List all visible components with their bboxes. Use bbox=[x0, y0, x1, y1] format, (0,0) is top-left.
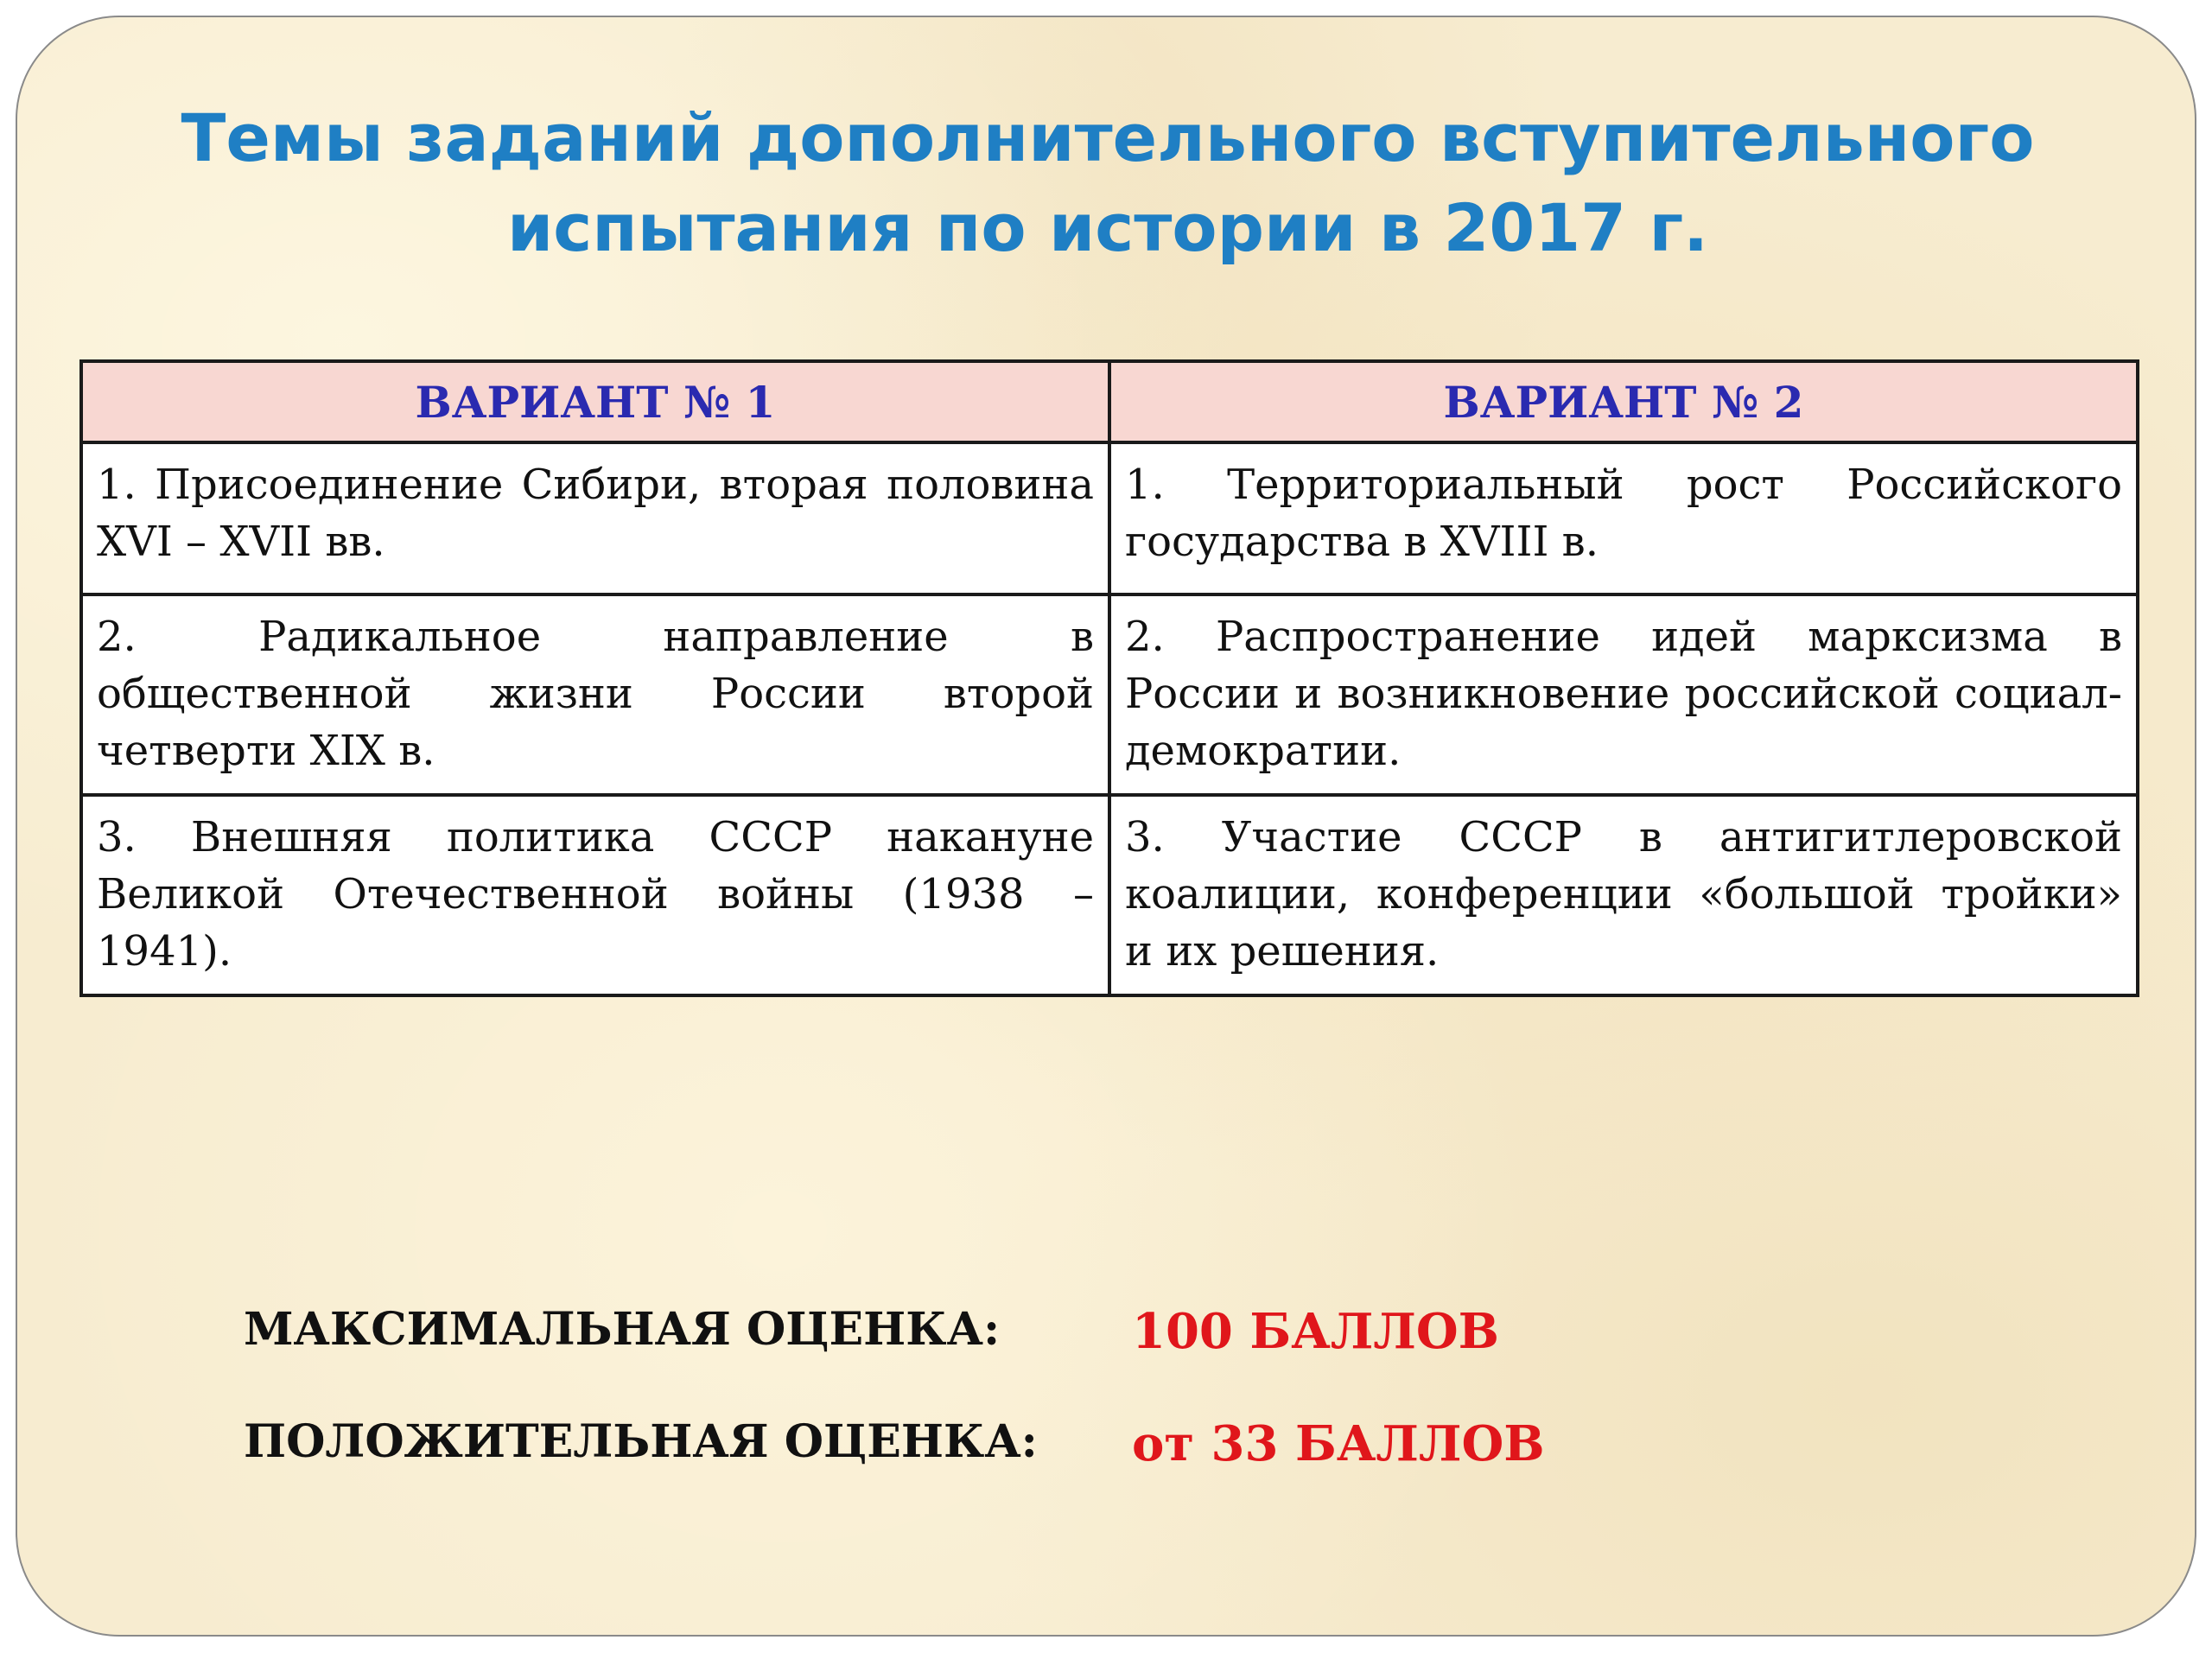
variant-2-topic-1: 1. Территориальный рост Российского государства в XVIII в. bbox=[1109, 442, 2138, 594]
title-line-1: Темы заданий дополнительного вступительного bbox=[181, 99, 2035, 176]
table-header-row bbox=[81, 361, 2138, 442]
topics-table bbox=[79, 359, 2139, 997]
table-row bbox=[81, 442, 2138, 594]
pass-score-value: от 33 БАЛЛОВ bbox=[1132, 1415, 1545, 1472]
variant-2-topic-2: 2. Распространение идей марксизма в России и возникновение российской социал-демократии. bbox=[1109, 594, 2138, 795]
variant-1-topic-1: 1. Присоединение Сибири, вторая половина XVI – XVII вв. bbox=[81, 442, 1109, 594]
table-row bbox=[81, 795, 2138, 995]
max-score-label: МАКСИМАЛЬНАЯ ОЦЕНКА: bbox=[244, 1303, 1001, 1356]
max-score-value: 100 БАЛЛОВ bbox=[1132, 1303, 1500, 1360]
header-variant-2: ВАРИАНТ № 2 bbox=[1109, 361, 2138, 442]
slide bbox=[16, 16, 2196, 1637]
pass-score-label: ПОЛОЖИТЕЛЬНАЯ ОЦЕНКА: bbox=[244, 1415, 1038, 1468]
variant-1-topic-3: 3. Внешняя политика СССР накануне Великой Отечественной войны (1938 – 1941). bbox=[81, 795, 1109, 995]
variant-2-topic-3: 3. Участие СССР в антигитлеровской коалиции, конференции «большой тройки» и их решения. bbox=[1109, 795, 2138, 995]
table-row bbox=[81, 594, 2138, 795]
slide-title bbox=[17, 93, 2196, 273]
header-variant-1: ВАРИАНТ № 1 bbox=[81, 361, 1109, 442]
variant-1-topic-2: 2. Радикальное направление в общественной жизни России второй четверти XIX в. bbox=[81, 594, 1109, 795]
title-line-2: испытания по истории в 2017 г. bbox=[506, 189, 1709, 266]
